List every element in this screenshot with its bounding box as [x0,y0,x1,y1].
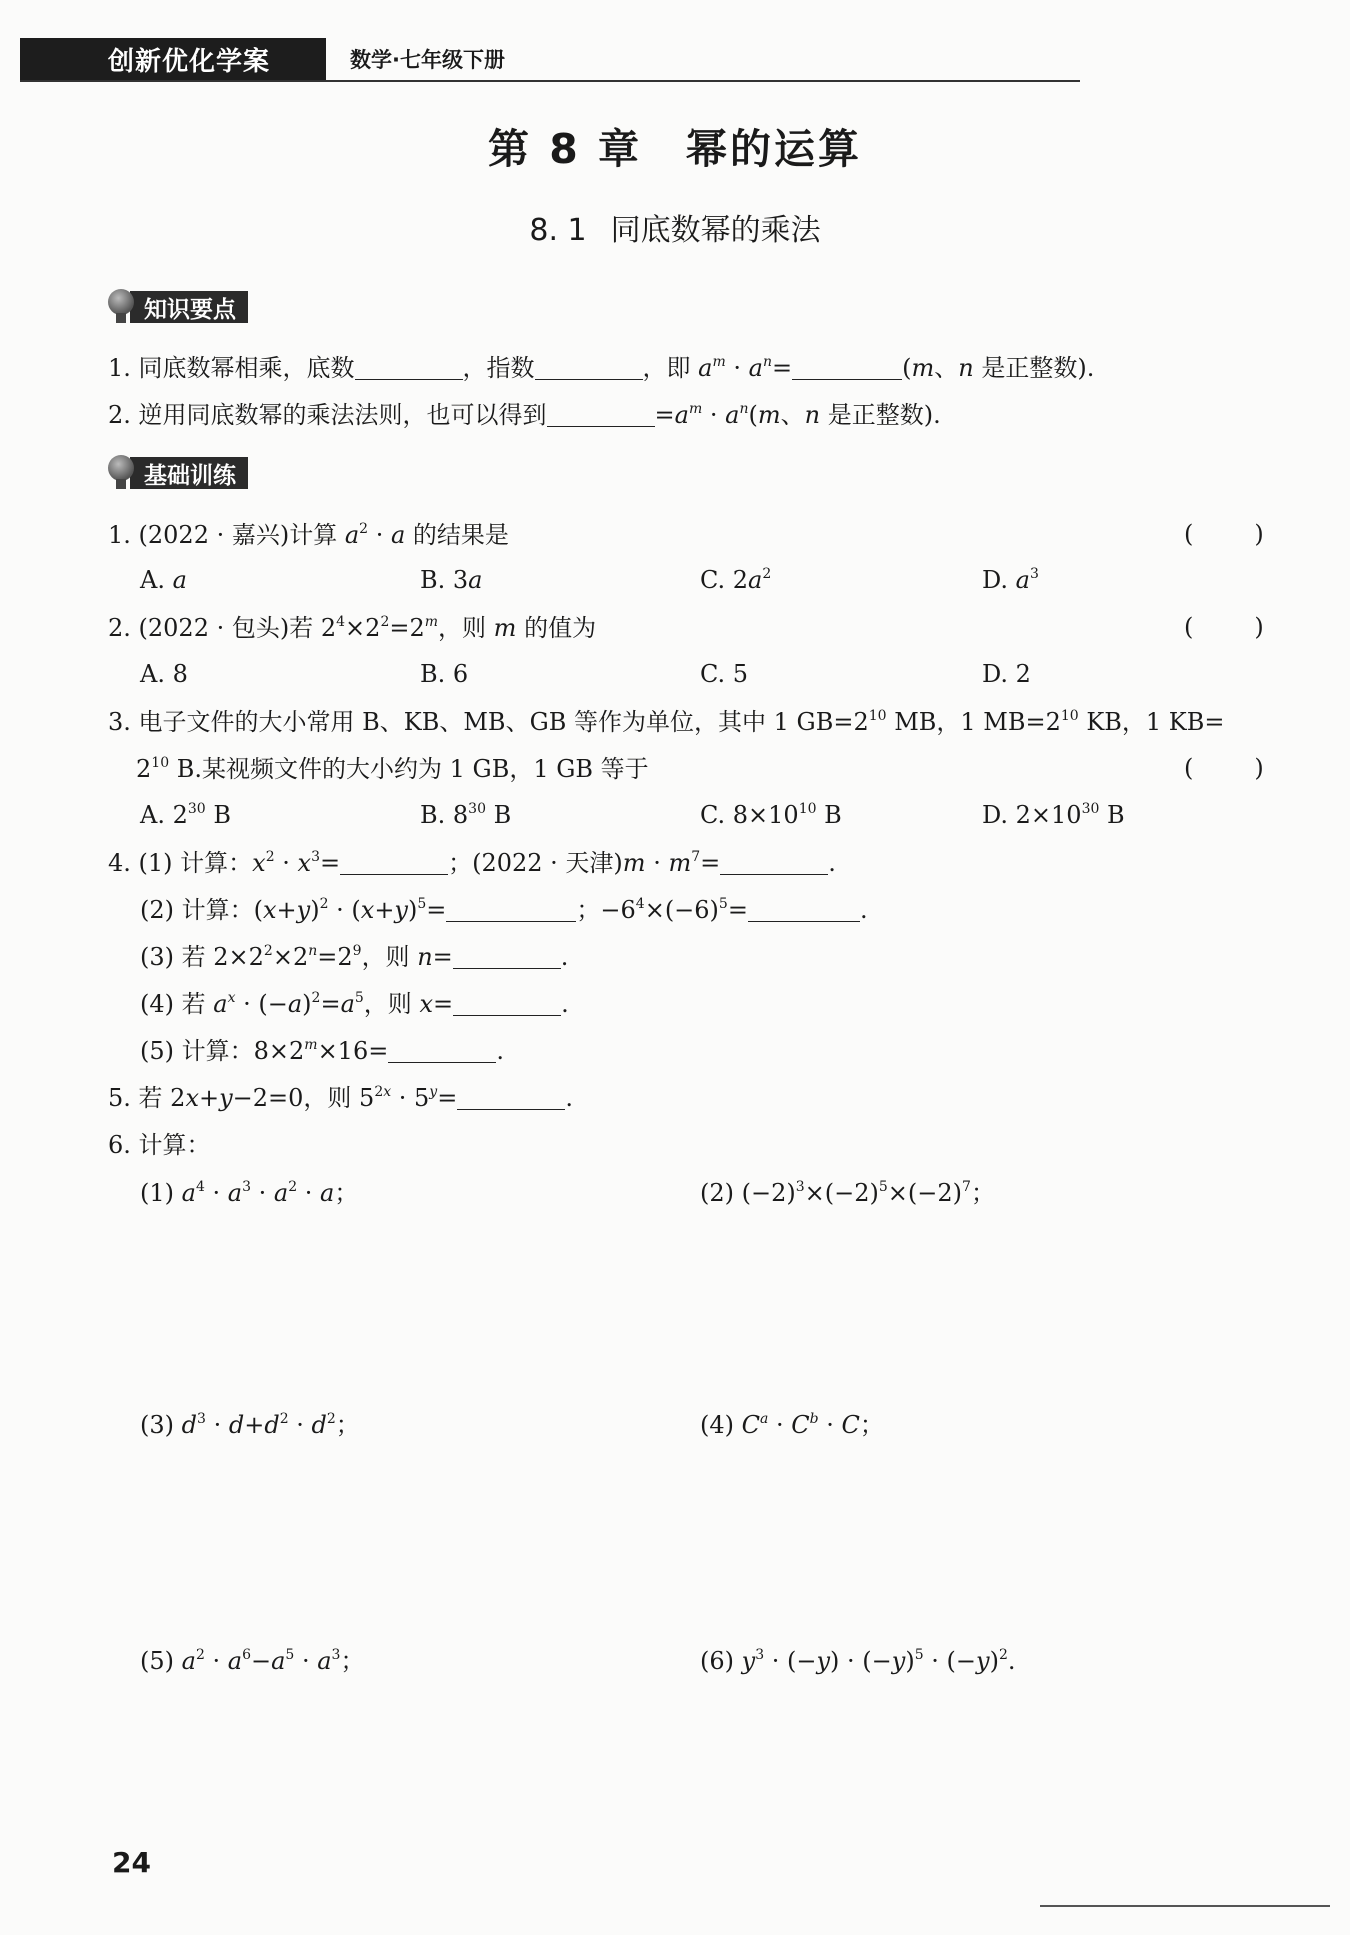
question-3-line-2: $2^{10}$ B.某视频文件的大小约为 1 GB，1 GB 等于 [136,755,649,783]
page-number: 24 [112,1846,151,1879]
question-6-part-4: (4) $C^a \cdot C^b \cdot C$； [700,1411,884,1439]
answer-parentheses: ( ) [1184,520,1264,548]
basic-training-tag-label: 基础训练 [130,457,248,489]
chapter-title [0,116,1350,175]
question-6-part-1: (1) $a^4 \cdot a^3 \cdot a^2 \cdot a$； [140,1179,359,1207]
basic-training-tag [108,456,248,490]
q3-option-d: D. $2\times 10^{30}$ B [982,801,1125,829]
answer-parentheses: ( ) [1184,613,1264,641]
footer-rule [1040,1905,1330,1907]
question-5: 5. 若 2x+y−2=0，则 $5^{2x} \cdot 5^y=$ . [108,1084,573,1112]
question-4-part-3: (3) 若 $2\times 2^2\times 2^n=2^9$，则 n= . [140,943,569,971]
question-4-part-4: (4) 若 $a^x \cdot (-a)^2=a^5$，则 x= . [140,990,569,1018]
subject-label: 数学·七年级下册 [350,48,505,72]
question-4-part-1: 4. (1) 计算：$x^2 \cdot x^3=$ ；(2022 · 天津)$m \cdot m^7=$ . [108,849,836,877]
question-3-line-1: 3. 电子文件的大小常用 B、KB、MB、GB 等作为单位，其中 1 $GB=2^{10}$ MB，1 $MB=2^{10}$ KB，1 KB= [108,708,1225,736]
question-6-stem: 6. 计算： [108,1131,211,1159]
question-4-part-5: (5) 计算：$8\times 2^m\times 16=$ . [140,1037,504,1065]
q1-option-d: D. $a^3$ [982,566,1039,594]
q3-option-a: A. $2^{30}$ B [140,801,231,829]
q2-option-d: D. 2 [982,660,1031,688]
question-6-part-5: (5) $a^2 \cdot a^6-a^5 \cdot a^3$； [140,1647,365,1675]
page-header [20,36,1080,82]
question-6-part-2: (2) $(-2)^3\times(-2)^5\times(-2)^7$； [700,1179,995,1207]
brand-label: 创新优化学案 [20,38,326,80]
knowledge-tag [108,290,248,324]
knowledge-tag-label: 知识要点 [130,291,248,323]
q2-option-c: C. 5 [700,660,749,688]
q1-option-b: B. 3a [420,566,483,594]
q2-option-a: A. 8 [140,660,188,688]
question-6-part-3: (3) $d^3 \cdot d+d^2 \cdot d^2$； [140,1411,360,1439]
question-4-part-2: (2) 计算：$(x+y)^2 \cdot (x+y)^5=$ ；$-6^4\times(-6)^5=$ . [140,896,868,924]
section-name: 同底数幂的乘法 [610,213,821,248]
lightbulb-icon [108,455,134,491]
question-1-stem: 1. (2022 · 嘉兴)计算 $a^2 \cdot a$ 的结果是 [108,521,509,549]
knowledge-item-1: 1. 同底数幂相乘，底数 ，指数 ，即 $a^m \cdot a^n= (m$、n 是正整数). [108,354,1095,382]
q3-option-c: C. $8\times 10^{10}$ B [700,801,842,829]
q2-option-b: B. 6 [420,660,469,688]
section-title [0,205,1350,249]
question-6-part-6: (6) $y^3 \cdot (-y) \cdot (-y)^5 \cdot (-y)^2$. [700,1647,1016,1675]
q1-option-a: A. a [140,566,187,594]
question-2-stem: 2. (2022 · 包头)若 $2^4\times 2^2=2^m$，则 m 的值为 [108,614,597,642]
answer-parentheses: ( ) [1184,754,1264,782]
chapter-name: 幂的运算 [686,125,863,173]
chapter-number: 第 8 章 [487,125,643,173]
header-rule [20,80,1080,82]
lightbulb-icon [108,289,134,325]
knowledge-item-2: 2. 逆用同底数幂的乘法法则，也可以得到 $=a^m \cdot a^n(m$、n 是正整数). [108,401,941,429]
q3-option-b: B. $8^{30}$ B [420,801,512,829]
q1-option-c: C. $2a^2$ [700,566,772,594]
section-number: 8. 1 [529,213,587,248]
